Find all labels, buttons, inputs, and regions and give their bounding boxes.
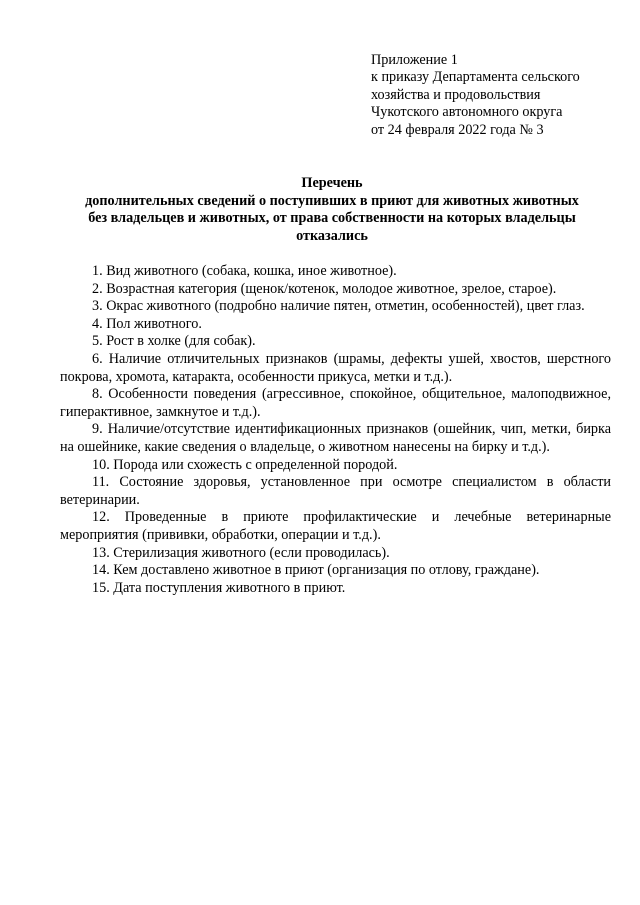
appendix-line: к приказу Департамента сельского (371, 69, 580, 86)
appendix-line: Чукотского автономного округа (371, 104, 563, 121)
list-item: 3. Окрас животного (подробно наличие пятен, отметин, особенностей), цвет глаз. (92, 298, 585, 315)
list-item: 4. Пол животного. (92, 315, 202, 332)
list-item: 2. Возрастная категория (щенок/котенок, молодое животное, зрелое, старое). (92, 280, 557, 297)
list-item: 9. Наличие/отсутствие идентификационных признаков (ошейник, чип, метки, бирка на ошейнике, какие сведения о владельце, о животном нанесены на бирку и т.д.). (60, 421, 611, 455)
list-item: 13. Стерилизация животного (если проводилась). (92, 544, 390, 561)
list-item: 6. Наличие отличительных признаков (шрамы, дефекты ушей, хвостов, шерстного покрова, хромота, катаракта, особенности прикуса, метки и т.д.). (60, 350, 611, 385)
appendix-line: Приложение 1 (371, 52, 458, 68)
document-title (60, 175, 604, 245)
list-item: 14. Кем доставлено животное в приют (организация по отлову, граждане). (92, 562, 540, 579)
list-item: 1. Вид животного (собака, кошка, иное животное). (92, 263, 397, 279)
list-item: 5. Рост в холке (для собак). (92, 333, 256, 350)
title-heading: Перечень (301, 175, 363, 191)
list-item: 15. Дата поступления животного в приют. (92, 579, 346, 596)
items-list (60, 263, 611, 597)
list-item: 10. Порода или схожесть с определенной породой. (92, 456, 398, 473)
title-line: отказались (296, 227, 368, 244)
title-line: дополнительных сведений о поступивших в приют для животных животных (85, 192, 579, 209)
appendix-line: хозяйства и продовольствия (371, 86, 541, 103)
appendix-header (371, 52, 621, 139)
list-item: 11. Состояние здоровья, установленное при осмотре специалистом в области ветеринарии. (60, 474, 611, 508)
title-line: без владельцев и животных, от права собственности на которых владельцы (88, 210, 576, 227)
appendix-line: от 24 февраля 2022 года № 3 (371, 121, 544, 138)
list-item: 12. Проведенные в приюте профилактические и лечебные ветеринарные мероприятия (прививки, обработки, операции и т.д.). (60, 509, 611, 543)
list-item: 8. Особенности поведения (агрессивное, спокойное, общительное, малоподвижное, гиперактивное, замкнутое и т.д.). (60, 386, 611, 420)
